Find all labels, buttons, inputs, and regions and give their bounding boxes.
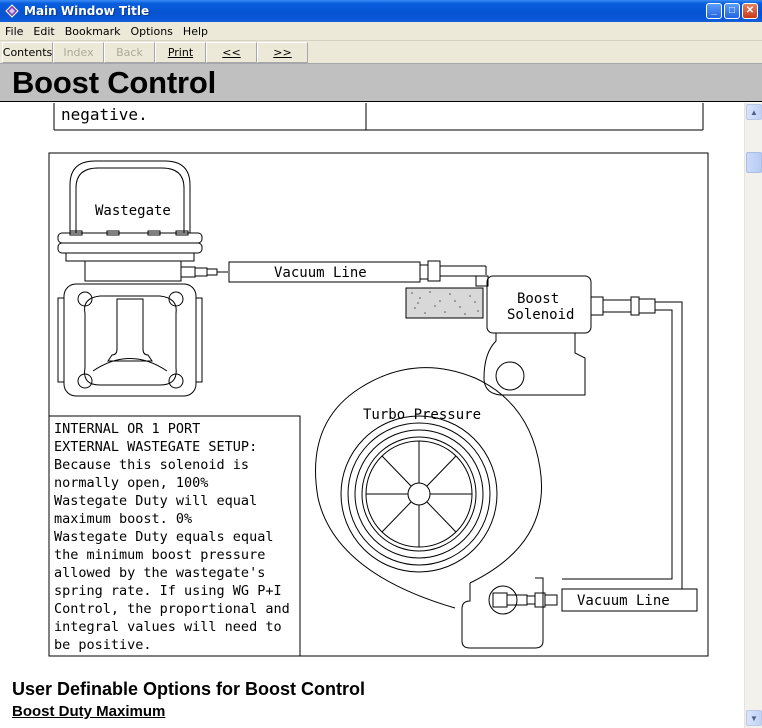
toolbar xyxy=(0,41,762,64)
note-line: Wastegate Duty will equal xyxy=(54,493,258,509)
vacuum-line-bottom-label: Vacuum Line xyxy=(577,593,670,609)
menu-options[interactable]: Options xyxy=(130,24,173,38)
solenoid-label-line1: Boost xyxy=(517,291,560,307)
boost-control-diagram xyxy=(0,103,744,728)
menu-bar xyxy=(0,22,762,41)
window-title: Main Window Title xyxy=(24,4,150,18)
back-label: Back xyxy=(116,45,143,59)
close-icon: ✕ xyxy=(745,5,755,16)
note-line: be positive. xyxy=(54,637,152,653)
note-line: maximum boost. 0% xyxy=(54,511,193,527)
close-button[interactable] xyxy=(742,3,758,19)
note-line: Control, the proportional and xyxy=(54,601,290,617)
note-line: spring rate. If using WG P+I xyxy=(54,583,282,599)
note-line: integral values will need to xyxy=(54,619,282,635)
wastegate-label: Wastegate xyxy=(95,203,171,219)
section-heading: User Definable Options for Boost Control xyxy=(12,679,366,699)
note-line: Because this solenoid is xyxy=(54,457,250,473)
turbo-pressure-label: Turbo Pressure xyxy=(363,407,482,423)
boost-duty-maximum-link[interactable]: Boost Duty Maximum xyxy=(12,703,166,720)
next-topic-button[interactable] xyxy=(257,42,308,63)
scroll-thumb[interactable] xyxy=(746,152,762,173)
previous-topic-button[interactable] xyxy=(206,42,257,63)
index-label: Index xyxy=(63,45,94,59)
note-line: Wastegate Duty equals equal xyxy=(54,529,274,545)
index-button[interactable] xyxy=(53,42,104,63)
menu-file[interactable]: File xyxy=(5,24,24,38)
note-line: normally open, 100% xyxy=(54,475,209,491)
topic-header xyxy=(0,64,762,102)
table-fragment xyxy=(54,103,703,130)
scroll-down-button[interactable] xyxy=(746,710,762,726)
app-icon xyxy=(5,4,19,18)
print-label: Print xyxy=(167,45,194,59)
arrow-up-icon: ▲ xyxy=(750,107,758,117)
note-line: allowed by the wastegate's xyxy=(54,565,266,581)
menu-help[interactable]: Help xyxy=(182,24,208,38)
solenoid-label-line2: Solenoid xyxy=(507,307,575,323)
note-line: the minimum boost pressure xyxy=(54,547,266,563)
return-hose xyxy=(562,302,697,589)
title-bar xyxy=(0,0,762,22)
minimize-icon: _ xyxy=(711,5,717,16)
arrow-down-icon: ▼ xyxy=(750,713,758,723)
table-cell-text: negative. xyxy=(61,105,148,124)
contents-label: Contents xyxy=(2,45,53,59)
hose-connector xyxy=(420,261,488,286)
note-line: EXTERNAL WASTEGATE SETUP: xyxy=(54,439,258,455)
back-button[interactable] xyxy=(104,42,155,63)
topic-content xyxy=(0,103,744,728)
print-button[interactable] xyxy=(155,42,206,63)
next-label: >> xyxy=(273,45,292,59)
boost-solenoid xyxy=(484,276,655,395)
minimize-button[interactable] xyxy=(706,3,722,19)
contents-button[interactable] xyxy=(2,42,53,63)
previous-label: << xyxy=(222,45,241,59)
note-line: INTERNAL OR 1 PORT xyxy=(54,421,201,437)
maximize-icon: □ xyxy=(728,5,736,16)
menu-edit[interactable]: Edit xyxy=(33,24,55,38)
vacuum-line-top-label: Vacuum Line xyxy=(274,265,367,281)
menu-bookmark[interactable]: Bookmark xyxy=(64,24,121,38)
vertical-scrollbar[interactable] xyxy=(744,103,762,728)
page-title: Boost Control xyxy=(12,65,217,100)
scroll-up-button[interactable] xyxy=(746,104,762,120)
maximize-button[interactable] xyxy=(724,3,740,19)
wastegate-flange xyxy=(58,284,202,396)
wastegate-shape xyxy=(58,161,228,281)
